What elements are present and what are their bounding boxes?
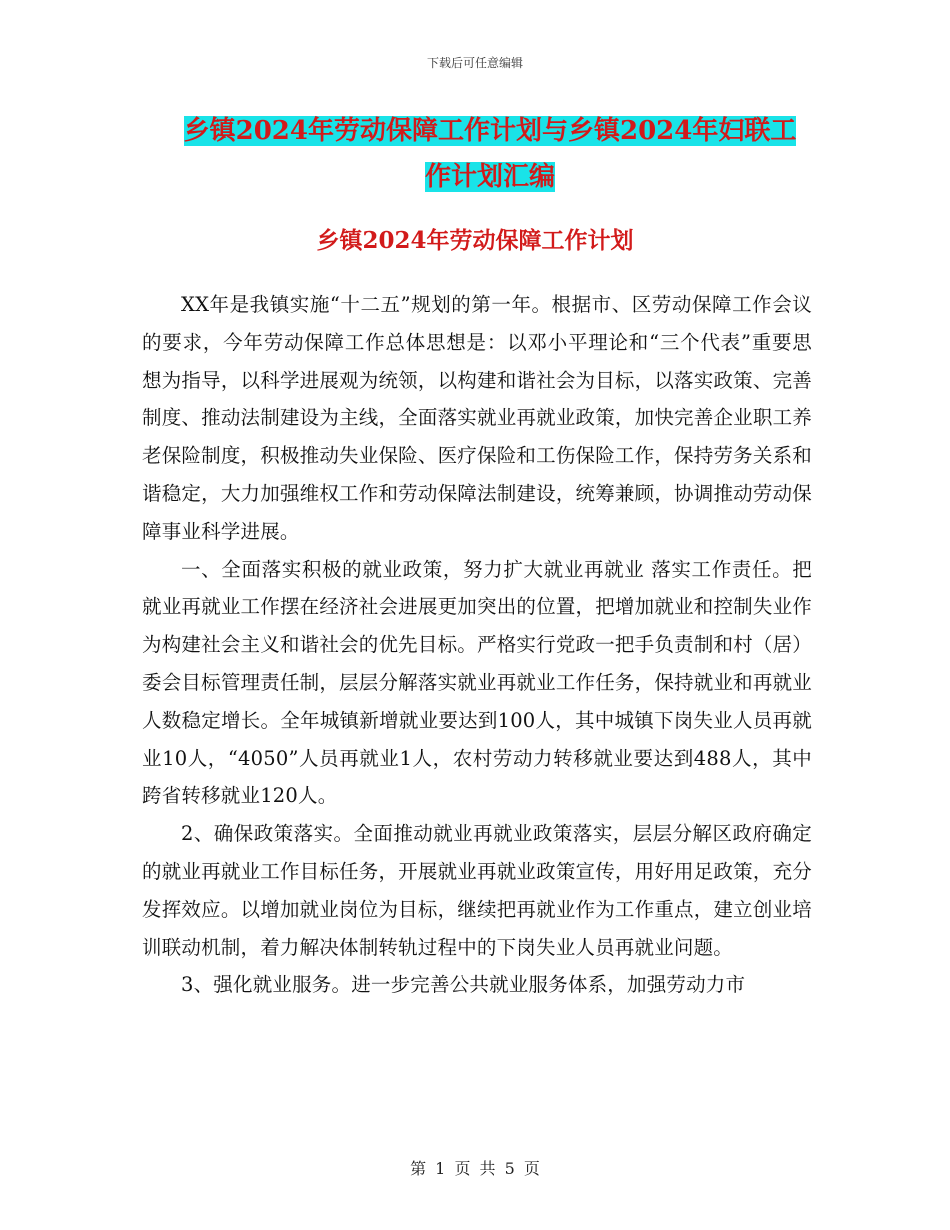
paragraph: 2、确保政策落实。全面推动就业再就业政策落实，层层分解区政府确定的就业再就业工作目标任务，开展就业再就业政策宣传，用好用足政策，充分发挥效应。以增加就业岗位为目标，继续把再就业作为工作重点，建立创业培训联动机制，着力解决体制转轨过程中的下岗失业人员再就业问题。	[142, 822, 812, 959]
section-title: 乡镇2024年劳动保障工作计划	[316, 227, 634, 254]
paragraph: 一、全面落实积极的就业政策，努力扩大就业再就业 落实工作责任。把就业再就业工作摆在经济社会进展更加突出的位置，把增加就业和控制失业作为构建社会主义和谐社会的优先目标。严格实行党政一把手负责制和村（居）委会目标管理责任制，层层分解落实就业再就业工作任务，保持就业和再就业人数稳定增长。全年城镇新增就业要达到100人，其中城镇下岗失业人员再就业10人，“4050”人员再就业1人，农村劳动力转移就业要达到488人，其中跨省转移就业120人。	[142, 557, 812, 808]
page-number: 第 1 页 共 5 页	[410, 1159, 540, 1178]
header-note: 下载后可任意编辑	[426, 56, 523, 70]
document-title	[140, 108, 840, 200]
document-title-line1: 乡镇2024年劳动保障工作计划与乡镇2024年妇联工	[183, 116, 797, 146]
paragraph: 3、强化就业服务。进一步完善公共就业服务体系，加强劳动力市	[181, 973, 746, 997]
paragraph: XX年是我镇实施“十二五”规划的第一年。根据市、区劳动保障工作会议的要求，今年劳动保障工作总体思想是：以邓小平理论和“三个代表”重要思想为指导，以科学进展观为统领，以构建和谐社会为目标，以落实政策、完善制度、推动法制建设为主线，全面落实就业再就业政策，加快完善企业职工养老保险制度，积极推动失业保险、医疗保险和工伤保险工作，保持劳务关系和谐稳定，大力加强维权工作和劳动保障法制建设，统筹兼顾，协调推动劳动保障事业科学进展。	[142, 293, 812, 543]
document-title-line2: 作计划汇编	[424, 162, 555, 192]
body-text	[142, 286, 812, 1004]
